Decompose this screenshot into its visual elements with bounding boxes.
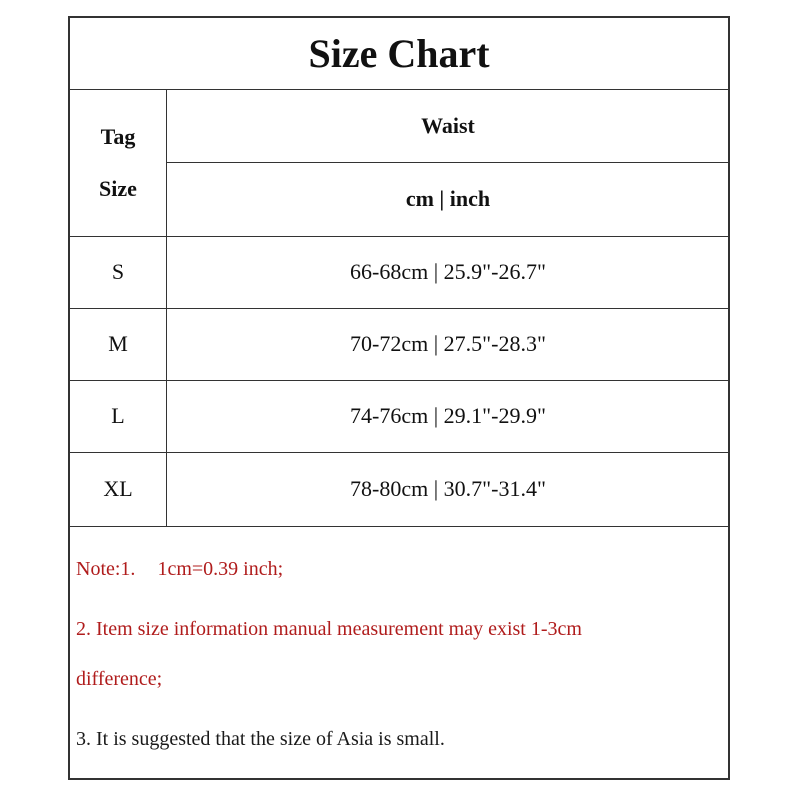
waist-cell: 70-72cm | 27.5"-28.3" (350, 331, 546, 356)
size-cell: L (111, 403, 125, 428)
size-chart-table (68, 16, 730, 780)
note-2-line-2: difference; (76, 668, 163, 690)
row-divider (70, 526, 730, 527)
size-cell: XL (103, 476, 133, 501)
tag-size-header (70, 90, 166, 236)
note-1 (76, 558, 283, 581)
waist-cell: 74-76cm | 29.1"-29.9" (350, 403, 546, 428)
waist-cell: 66-68cm | 25.9"-26.7" (350, 259, 546, 284)
waist-cell: 78-80cm | 30.7"-31.4" (350, 476, 546, 501)
note-1-text: 1cm=0.39 inch; (157, 558, 284, 580)
size-cell: M (108, 331, 128, 356)
note-2-line-1: 2. Item size information manual measurement may exist 1-3cm (76, 618, 582, 640)
note-3: 3. It is suggested that the size of Asia is small. (76, 728, 445, 750)
tag-size-header-line2: Size (99, 176, 137, 201)
units-header: cm | inch (405, 186, 491, 211)
tag-size-header-line1: Tag (100, 124, 136, 149)
size-cell: S (111, 259, 125, 284)
note-1-prefix: Note:1. (76, 558, 136, 580)
chart-title: Size Chart (70, 18, 728, 90)
waist-header: Waist (421, 113, 475, 138)
